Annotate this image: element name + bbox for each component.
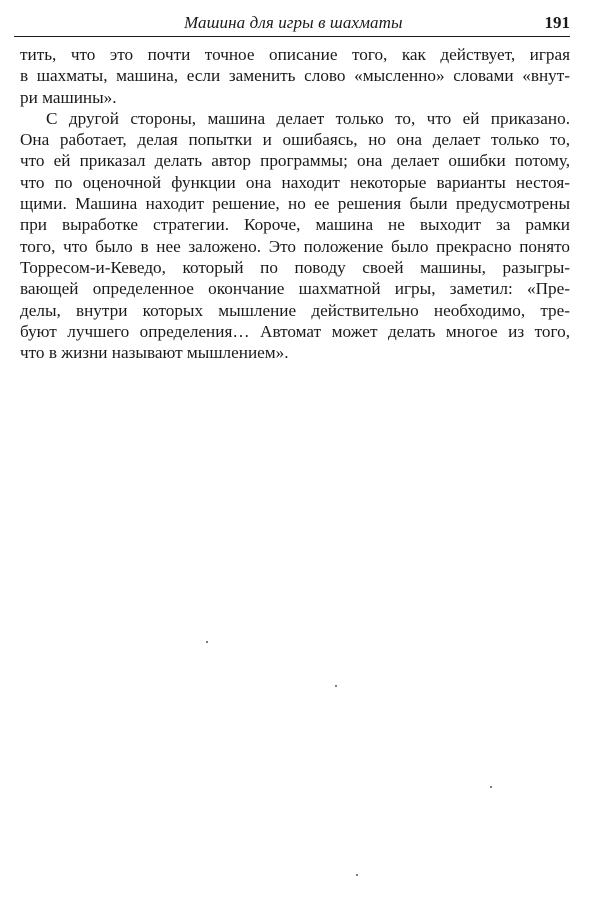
text-line: того, что было в нее заложено. Это положение было прекрасно понято <box>20 236 570 256</box>
text-line: ри машины». <box>20 87 117 107</box>
text-line: щими. Машина находит решение, но ее решения были предусмотрены <box>20 194 570 214</box>
text-line: что по оценочной функции она находит некоторые варианты нестоя- <box>20 172 570 192</box>
text-line: Она работает, делая попытки и ошибаясь, но она делает только то, <box>20 130 570 150</box>
text-line: что в жизни называют мышлением». <box>20 343 289 363</box>
text-line: С другой стороны, машина делает только то, что ей приказано. <box>46 108 570 128</box>
page-number: 191 <box>544 13 570 32</box>
scan-speck <box>335 685 337 687</box>
text-line: вающей определенное окончание шахматной игры, заметил: «Пре- <box>20 279 570 299</box>
scan-speck <box>356 874 358 876</box>
running-title: Машина для игры в шахматы <box>184 13 403 32</box>
paragraph-2 <box>20 108 570 364</box>
text-line: при выработке стратегии. Короче, машина не выходит за рамки <box>20 215 570 235</box>
running-header <box>14 10 570 37</box>
scan-speck <box>490 786 492 788</box>
text-line: что ей приказал делать автор программы; она делает ошибки потому, <box>20 151 570 171</box>
text-line: тить, что это почти точное описание того, как действует, играя <box>20 45 570 64</box>
body-text <box>20 44 570 363</box>
text-line: буют лучшего определения… Автомат может делать многое из того, <box>20 321 570 341</box>
paragraph-1 <box>20 44 570 108</box>
text-line: Торресом-и-Кеведо, который по поводу своей машины, разыгры- <box>20 257 570 277</box>
text-line: в шахматы, машина, если заменить слово «мысленно» словами «внут- <box>20 66 570 86</box>
text-line: делы, внутри которых мышление действительно необходимо, тре- <box>20 300 570 320</box>
scan-speck <box>206 641 208 643</box>
